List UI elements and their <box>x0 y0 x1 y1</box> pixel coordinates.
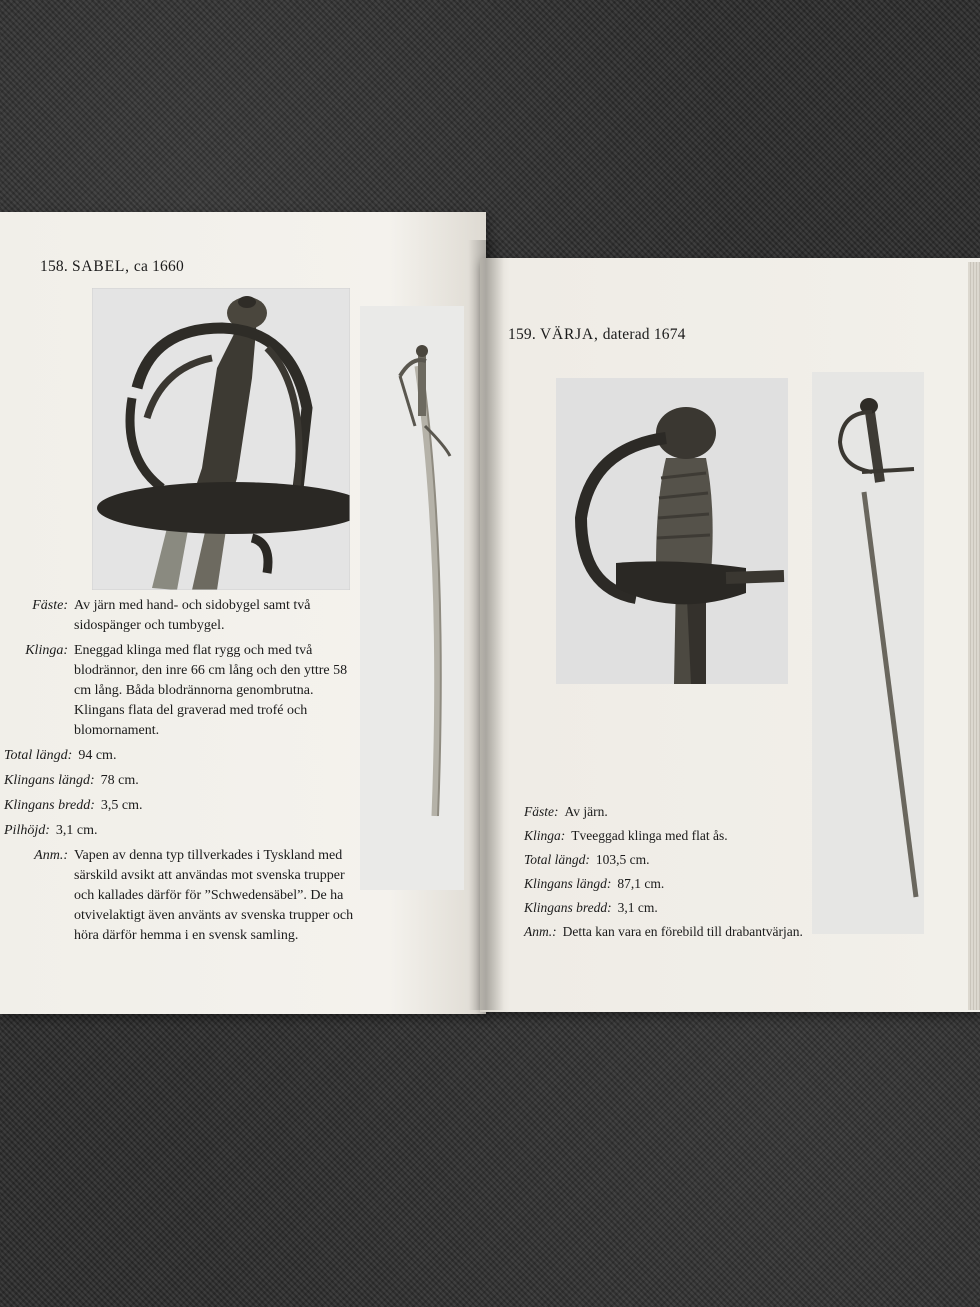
open-book <box>0 200 980 1030</box>
spec-label: Fäste: <box>524 804 559 819</box>
spec-klingans-langd <box>524 874 924 894</box>
spec-label: Pilhöjd: <box>4 823 50 838</box>
heading-number: 159. <box>508 326 536 343</box>
spec-anm <box>4 846 360 946</box>
spec-value: 3,1 cm. <box>617 900 658 915</box>
spec-label: Total längd: <box>4 748 73 763</box>
spec-total-langd <box>4 746 360 766</box>
spec-faste <box>524 802 924 822</box>
spec-klingans-langd <box>4 771 360 791</box>
spec-label: Klingans bredd: <box>4 798 95 813</box>
spec-label: Total längd: <box>524 852 590 867</box>
heading-date: daterad 1674 <box>602 326 686 343</box>
varja-hilt-photo <box>556 378 788 684</box>
spec-faste <box>4 596 360 636</box>
left-page-heading <box>40 258 184 276</box>
right-page-heading <box>508 326 686 344</box>
spec-value: 94 cm. <box>78 748 117 763</box>
sabel-full-photo <box>360 306 464 890</box>
spec-value: 78 cm. <box>100 773 139 788</box>
sabel-full-illustration <box>360 306 464 890</box>
spec-value: 103,5 cm. <box>595 852 650 867</box>
left-spec-list <box>4 596 360 951</box>
spec-value: Av järn med hand- och sidobygel samt två sidospänger och tumbygel. <box>74 598 311 633</box>
spec-anm <box>524 922 924 942</box>
spec-label: Klingans längd: <box>524 876 612 891</box>
page-edges <box>968 262 980 1010</box>
book-gutter <box>468 240 504 1010</box>
spec-label: Fäste: <box>32 598 68 613</box>
right-spec-list <box>524 802 924 946</box>
spec-value: Vapen av denna typ tillverkades i Tyskland med särskild avsikt att användas mot svenska trupper och kallades därför för ”Schwedensäbel”. De ha otvivelaktigt även använts av svenska trupper och höra därför hemma i en svensk samling. <box>74 848 354 943</box>
spec-klingans-bredd <box>4 796 360 816</box>
spec-value: 3,5 cm. <box>100 798 143 813</box>
spec-klinga <box>524 826 924 846</box>
spec-value: Eneggad klinga med flat rygg och med två blodrännor, den inre 66 cm lång och den yttre 58 cm lång. Båda blodrännorna genombrutna. Klingans flata del graverad med trofé och blomornament. <box>74 643 348 738</box>
spec-value: 3,1 cm. <box>55 823 98 838</box>
spec-klingans-bredd <box>524 898 924 918</box>
spec-label: Anm.: <box>34 848 68 863</box>
heading-date: ca 1660 <box>133 258 184 275</box>
spec-label: Klinga: <box>25 643 68 658</box>
sabel-hilt-illustration <box>92 288 350 590</box>
varja-hilt-illustration <box>556 378 788 684</box>
sabel-hilt-photo <box>92 288 350 590</box>
spec-label: Klingans längd: <box>4 773 95 788</box>
spec-value: 87,1 cm. <box>617 876 665 891</box>
spec-value: Detta kan vara en förebild till drabantvärjan. <box>562 924 803 939</box>
heading-name: VÄRJA, <box>540 326 599 343</box>
spec-label: Klingans bredd: <box>524 900 612 915</box>
heading-name: SABEL, <box>72 258 130 275</box>
spec-value: Av järn. <box>564 804 608 819</box>
spec-label: Anm.: <box>524 924 557 939</box>
heading-number: 158. <box>40 258 68 275</box>
spec-total-langd <box>524 850 924 870</box>
spec-klinga <box>4 641 360 741</box>
spec-value: Tveeggad klinga med flat ås. <box>571 828 728 843</box>
spec-pilhojd <box>4 821 360 841</box>
spec-label: Klinga: <box>524 828 566 843</box>
